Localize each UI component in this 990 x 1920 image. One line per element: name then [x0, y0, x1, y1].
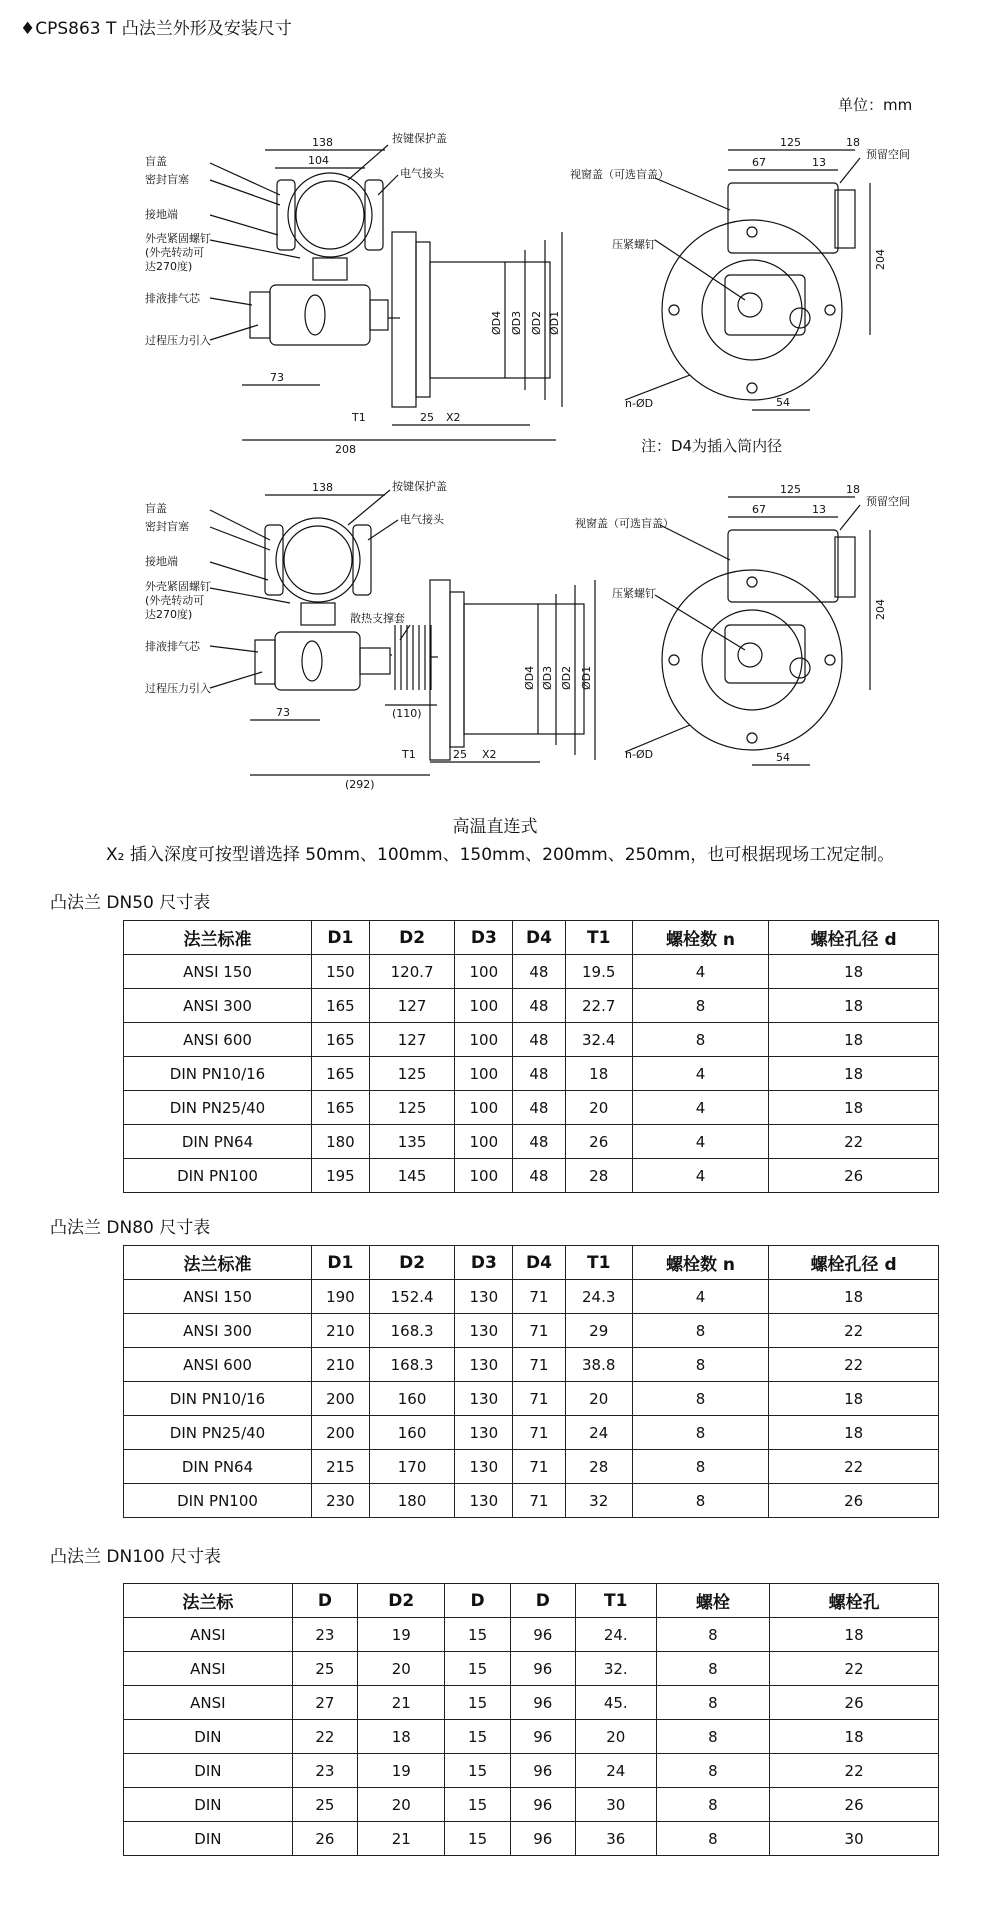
table-cell: 48: [513, 1057, 566, 1091]
bottom-label-2: 接地端: [145, 555, 178, 568]
table-cell: 100: [455, 1125, 513, 1159]
table-row: [124, 989, 939, 1023]
table-row: [124, 1788, 939, 1822]
table-row: [124, 1450, 939, 1484]
table-row: [124, 1159, 939, 1193]
table-cell: 18: [769, 989, 939, 1023]
table-cell: 27: [292, 1686, 357, 1720]
top-right-dim-2: 67: [752, 156, 766, 169]
table-cell: 120.7: [369, 955, 455, 989]
table-cell: ANSI 600: [124, 1023, 312, 1057]
table-row: [124, 1091, 939, 1125]
table-header-row: [124, 1246, 939, 1280]
bottom-front-view: [625, 497, 870, 765]
table-cell: ANSI 150: [124, 1280, 312, 1314]
table-cell: 4: [632, 1057, 768, 1091]
table-cell: 100: [455, 1023, 513, 1057]
unit-label: 单位：mm: [838, 96, 913, 114]
bottom-label-3: 外壳紧固螺钉: [145, 580, 211, 593]
top-right-dim-5: 54: [776, 396, 790, 409]
top-dim-0: 138: [312, 136, 333, 149]
top-label-4: (外壳转动可: [145, 246, 205, 259]
top-label-0: 盲盖: [145, 155, 167, 168]
table-cell: 8: [656, 1652, 770, 1686]
table-cell: 100: [455, 989, 513, 1023]
table-row: [124, 1686, 939, 1720]
table-cell: DIN PN64: [124, 1450, 312, 1484]
table-cell: 160: [369, 1382, 455, 1416]
table-cell: 125: [369, 1057, 455, 1091]
table-cell: 26: [770, 1686, 939, 1720]
table-cell: 48: [513, 989, 566, 1023]
bottom-dim-6: X2: [482, 748, 497, 761]
bottom-dim-7: ØD4: [523, 665, 536, 690]
table-cell: 18: [769, 1416, 939, 1450]
drawing-caption: 高温直连式: [452, 817, 538, 837]
installation-drawing: [0, 0, 990, 800]
table-cell: 8: [656, 1788, 770, 1822]
table-cell: 165: [312, 1057, 370, 1091]
table-cell: 71: [513, 1450, 566, 1484]
bottom-right-dim-3: 13: [812, 503, 826, 516]
dn80-table-title: 凸法兰 DN80 尺寸表: [50, 1218, 211, 1238]
bottom-right-label-0: 视窗盖（可选盲盖）: [575, 517, 674, 530]
table-cell: 24.: [575, 1618, 656, 1652]
table-cell: 18: [770, 1720, 939, 1754]
bottom-label-9: 电气接头: [400, 513, 444, 526]
table-cell: 15: [445, 1788, 510, 1822]
table-row: [124, 1618, 939, 1652]
table-row: [124, 1314, 939, 1348]
top-label-9: 电气接头: [400, 167, 444, 180]
table-cell: 96: [510, 1652, 575, 1686]
table-cell: 165: [312, 1091, 370, 1125]
table-cell: 18: [358, 1720, 445, 1754]
header-cell: D1: [312, 921, 370, 955]
header-cell: D2: [358, 1584, 445, 1618]
bottom-dim-4: T1: [402, 748, 416, 761]
table-row: [124, 1720, 939, 1754]
bottom-label-6: 排液排气芯: [145, 640, 200, 653]
table-cell: 200: [312, 1382, 370, 1416]
table-cell: 38.8: [565, 1348, 632, 1382]
table-cell: 22: [292, 1720, 357, 1754]
bottom-dim-9: ØD2: [560, 665, 573, 690]
table-cell: 230: [312, 1484, 370, 1518]
table-cell: 18: [770, 1618, 939, 1652]
table-cell: 4: [632, 955, 768, 989]
table-cell: 100: [455, 1091, 513, 1125]
table-cell: 168.3: [369, 1348, 455, 1382]
dn50-table-title: 凸法兰 DN50 尺寸表: [50, 893, 211, 913]
table-cell: DIN PN10/16: [124, 1382, 312, 1416]
dn100-table: [123, 1583, 939, 1856]
table-cell: 100: [455, 955, 513, 989]
table-cell: 26: [292, 1822, 357, 1856]
bottom-dim-1: 73: [276, 706, 290, 719]
table-cell: 160: [369, 1416, 455, 1450]
table-cell: 96: [510, 1618, 575, 1652]
table-cell: 19.5: [565, 955, 632, 989]
table-row: [124, 1382, 939, 1416]
table-cell: 20: [575, 1720, 656, 1754]
table-row: [124, 1754, 939, 1788]
top-right-dim-0: 125: [780, 136, 801, 149]
table-cell: 71: [513, 1348, 566, 1382]
table-cell: 36: [575, 1822, 656, 1856]
table-cell: 22: [769, 1125, 939, 1159]
header-cell: 螺栓: [656, 1584, 770, 1618]
table-cell: DIN PN25/40: [124, 1091, 312, 1125]
bottom-label-4: (外壳转动可: [145, 594, 205, 607]
table-cell: 26: [565, 1125, 632, 1159]
table-cell: 210: [312, 1314, 370, 1348]
top-right-label-0: 视窗盖（可选盲盖）: [570, 168, 669, 181]
table-cell: 22: [769, 1314, 939, 1348]
bottom-right-dim-2: 67: [752, 503, 766, 516]
table-cell: 145: [369, 1159, 455, 1193]
table-cell: 28: [565, 1159, 632, 1193]
table-cell: 24.3: [565, 1280, 632, 1314]
table-cell: 21: [358, 1686, 445, 1720]
table-header-row: [124, 921, 939, 955]
header-cell: D4: [513, 921, 566, 955]
table-cell: 30: [770, 1822, 939, 1856]
table-cell: 190: [312, 1280, 370, 1314]
table-cell: 71: [513, 1416, 566, 1450]
dn50-table: [123, 920, 939, 1193]
insertion-depth-note: X₂ 插入深度可按型谱选择 50mm、100mm、150mm、200mm、250mm，也可根据现场工况定制。: [106, 845, 895, 865]
top-dim-4: T1: [352, 411, 366, 424]
top-right-label-3: n-ØD: [625, 397, 654, 410]
header-cell: 螺栓孔: [770, 1584, 939, 1618]
table-cell: 130: [455, 1280, 513, 1314]
table-cell: 8: [656, 1822, 770, 1856]
table-cell: 71: [513, 1314, 566, 1348]
table-cell: DIN PN100: [124, 1159, 312, 1193]
table-row: [124, 1023, 939, 1057]
table-cell: 28: [565, 1450, 632, 1484]
table-cell: DIN PN64: [124, 1125, 312, 1159]
table-cell: 22: [770, 1652, 939, 1686]
table-cell: 71: [513, 1280, 566, 1314]
top-label-7: 过程压力引入: [145, 334, 211, 347]
top-label-1: 密封盲塞: [145, 173, 189, 186]
table-cell: 8: [632, 989, 768, 1023]
table-cell: DIN: [124, 1822, 293, 1856]
top-side-view: [210, 145, 562, 440]
bottom-right-dim-5: 54: [776, 751, 790, 764]
table-cell: 135: [369, 1125, 455, 1159]
table-cell: 215: [312, 1450, 370, 1484]
header-cell: D1: [312, 1246, 370, 1280]
dn80-table: [123, 1245, 939, 1518]
table-cell: 96: [510, 1754, 575, 1788]
bottom-label-7: 过程压力引入: [145, 682, 211, 695]
bottom-dim-0: 138: [312, 481, 333, 494]
table-cell: 130: [455, 1416, 513, 1450]
table-cell: ANSI 300: [124, 1314, 312, 1348]
top-dim-1: 104: [308, 154, 329, 167]
table-cell: 71: [513, 1382, 566, 1416]
table-cell: 15: [445, 1720, 510, 1754]
table-row: [124, 1822, 939, 1856]
table-cell: 20: [565, 1382, 632, 1416]
table-cell: 48: [513, 1159, 566, 1193]
page-title: ♦CPS863 T 凸法兰外形及安装尺寸: [20, 19, 292, 39]
bottom-label-10: 散热支撑套: [350, 612, 405, 625]
table-cell: 48: [513, 955, 566, 989]
table-cell: DIN PN25/40: [124, 1416, 312, 1450]
table-cell: 23: [292, 1618, 357, 1652]
table-row: [124, 955, 939, 989]
bottom-label-1: 密封盲塞: [145, 520, 189, 533]
table-cell: 18: [769, 1023, 939, 1057]
table-cell: 22.7: [565, 989, 632, 1023]
header-cell: D4: [513, 1246, 566, 1280]
header-cell: D2: [369, 1246, 455, 1280]
bottom-right-dim-4: 204: [874, 599, 887, 620]
table-row: [124, 1652, 939, 1686]
top-right-dim-4: 204: [874, 249, 887, 270]
table-cell: 25: [292, 1652, 357, 1686]
table-cell: 4: [632, 1091, 768, 1125]
top-dim-6: X2: [446, 411, 461, 424]
table-cell: ANSI 300: [124, 989, 312, 1023]
table-cell: 20: [358, 1652, 445, 1686]
table-row: [124, 1280, 939, 1314]
header-cell: T1: [565, 1246, 632, 1280]
table-cell: 24: [575, 1754, 656, 1788]
top-dim-10: ØD1: [548, 310, 561, 335]
table-cell: 18: [769, 955, 939, 989]
bottom-right-label-1: 压紧螺钉: [612, 587, 656, 600]
table-cell: 15: [445, 1618, 510, 1652]
table-cell: 130: [455, 1382, 513, 1416]
table-cell: 26: [769, 1159, 939, 1193]
table-cell: 180: [369, 1484, 455, 1518]
header-cell: 法兰标: [124, 1584, 293, 1618]
table-cell: 8: [632, 1382, 768, 1416]
table-cell: 8: [632, 1484, 768, 1518]
table-cell: 48: [513, 1023, 566, 1057]
table-cell: 30: [575, 1788, 656, 1822]
table-cell: 96: [510, 1720, 575, 1754]
bottom-dim-2: (110): [392, 707, 422, 720]
header-cell: 螺栓数 n: [632, 1246, 768, 1280]
bottom-right-dim-1: 18: [846, 483, 860, 496]
table-cell: 150: [312, 955, 370, 989]
table-cell: 15: [445, 1822, 510, 1856]
table-header-row: [124, 1584, 939, 1618]
table-cell: DIN PN10/16: [124, 1057, 312, 1091]
table-cell: 180: [312, 1125, 370, 1159]
table-cell: 29: [565, 1314, 632, 1348]
table-cell: 18: [769, 1382, 939, 1416]
top-right-dim-3: 13: [812, 156, 826, 169]
bottom-label-8: 按键保护盖: [392, 480, 447, 493]
header-cell: 螺栓孔径 d: [769, 921, 939, 955]
table-cell: 32.: [575, 1652, 656, 1686]
top-label-8: 按键保护盖: [392, 132, 447, 145]
bottom-label-0: 盲盖: [145, 502, 167, 515]
top-dim-9: ØD2: [530, 310, 543, 335]
table-cell: 15: [445, 1686, 510, 1720]
table-cell: 18: [769, 1280, 939, 1314]
table-row: [124, 1125, 939, 1159]
table-cell: 170: [369, 1450, 455, 1484]
top-label-3: 外壳紧固螺钉: [145, 232, 211, 245]
table-row: [124, 1416, 939, 1450]
table-cell: 19: [358, 1618, 445, 1652]
table-cell: ANSI 600: [124, 1348, 312, 1382]
bottom-right-label-3: n-ØD: [625, 748, 654, 761]
table-cell: 71: [513, 1484, 566, 1518]
header-cell: D3: [455, 1246, 513, 1280]
table-cell: 100: [455, 1057, 513, 1091]
table-cell: 8: [632, 1348, 768, 1382]
table-cell: 8: [656, 1754, 770, 1788]
header-cell: 法兰标准: [124, 1246, 312, 1280]
top-dim-7: ØD4: [490, 310, 503, 335]
table-cell: 96: [510, 1788, 575, 1822]
top-right-label-2: 预留空间: [866, 148, 910, 161]
table-cell: 26: [769, 1484, 939, 1518]
top-label-5: 达270度): [145, 260, 193, 273]
table-cell: 130: [455, 1348, 513, 1382]
table-cell: 45.: [575, 1686, 656, 1720]
table-cell: 125: [369, 1091, 455, 1125]
table-cell: 20: [358, 1788, 445, 1822]
table-cell: 25: [292, 1788, 357, 1822]
table-cell: 8: [656, 1618, 770, 1652]
table-cell: 19: [358, 1754, 445, 1788]
top-right-label-1: 压紧螺钉: [612, 238, 656, 251]
top-dim-2: 73: [270, 371, 284, 384]
table-cell: 22: [769, 1348, 939, 1382]
header-cell: 螺栓孔径 d: [769, 1246, 939, 1280]
table-cell: 48: [513, 1091, 566, 1125]
table-cell: DIN: [124, 1754, 293, 1788]
table-cell: 8: [632, 1314, 768, 1348]
table-cell: 195: [312, 1159, 370, 1193]
bottom-label-5: 达270度): [145, 608, 193, 621]
dn100-table-title: 凸法兰 DN100 尺寸表: [50, 1547, 222, 1567]
bottom-right-label-2: 预留空间: [866, 495, 910, 508]
top-label-2: 接地端: [145, 208, 178, 221]
bottom-side-view: [210, 490, 595, 775]
table-cell: 23: [292, 1754, 357, 1788]
table-cell: 165: [312, 989, 370, 1023]
table-cell: 21: [358, 1822, 445, 1856]
header-cell: D3: [455, 921, 513, 955]
table-row: [124, 1057, 939, 1091]
table-cell: 22: [769, 1450, 939, 1484]
table-cell: 24: [565, 1416, 632, 1450]
table-cell: 200: [312, 1416, 370, 1450]
top-right-dim-1: 18: [846, 136, 860, 149]
table-cell: ANSI: [124, 1686, 293, 1720]
table-cell: 15: [445, 1754, 510, 1788]
table-cell: 18: [769, 1091, 939, 1125]
bottom-dim-5: 25: [453, 748, 467, 761]
top-dim-3: 208: [335, 443, 356, 456]
top-dim-8: ØD3: [510, 310, 523, 335]
table-cell: 96: [510, 1822, 575, 1856]
table-cell: 20: [565, 1091, 632, 1125]
table-cell: 127: [369, 989, 455, 1023]
table-cell: 4: [632, 1159, 768, 1193]
header-cell: D: [445, 1584, 510, 1618]
table-cell: 22: [770, 1754, 939, 1788]
drawing-note: 注：D4为插入筒内径: [641, 437, 783, 455]
table-cell: 130: [455, 1450, 513, 1484]
table-cell: 32.4: [565, 1023, 632, 1057]
table-cell: 15: [445, 1652, 510, 1686]
table-cell: 168.3: [369, 1314, 455, 1348]
top-label-6: 排液排气芯: [145, 292, 200, 305]
header-cell: T1: [575, 1584, 656, 1618]
header-cell: D: [292, 1584, 357, 1618]
table-cell: 18: [769, 1057, 939, 1091]
table-cell: 8: [656, 1720, 770, 1754]
bottom-right-dim-0: 125: [780, 483, 801, 496]
table-cell: DIN PN100: [124, 1484, 312, 1518]
top-dim-5: 25: [420, 411, 434, 424]
table-cell: 26: [770, 1788, 939, 1822]
table-row: [124, 1348, 939, 1382]
table-cell: 8: [632, 1023, 768, 1057]
table-cell: 130: [455, 1484, 513, 1518]
table-cell: 127: [369, 1023, 455, 1057]
table-cell: DIN: [124, 1720, 293, 1754]
table-cell: ANSI 150: [124, 955, 312, 989]
table-cell: 4: [632, 1280, 768, 1314]
table-cell: 32: [565, 1484, 632, 1518]
table-cell: 130: [455, 1314, 513, 1348]
bottom-dim-3: (292): [345, 778, 375, 791]
table-cell: 18: [565, 1057, 632, 1091]
table-cell: 8: [632, 1416, 768, 1450]
header-cell: D2: [369, 921, 455, 955]
header-cell: D: [510, 1584, 575, 1618]
table-cell: 48: [513, 1125, 566, 1159]
table-cell: 152.4: [369, 1280, 455, 1314]
table-cell: 96: [510, 1686, 575, 1720]
table-cell: 4: [632, 1125, 768, 1159]
top-front-view: [625, 150, 870, 410]
table-cell: DIN: [124, 1788, 293, 1822]
bottom-dim-10: ØD1: [580, 665, 593, 690]
bottom-dim-8: ØD3: [541, 665, 554, 690]
table-cell: 8: [632, 1450, 768, 1484]
table-cell: 210: [312, 1348, 370, 1382]
table-cell: ANSI: [124, 1618, 293, 1652]
header-cell: 法兰标准: [124, 921, 312, 955]
table-cell: 165: [312, 1023, 370, 1057]
table-row: [124, 1484, 939, 1518]
table-cell: 8: [656, 1686, 770, 1720]
table-cell: ANSI: [124, 1652, 293, 1686]
header-cell: 螺栓数 n: [632, 921, 768, 955]
header-cell: T1: [565, 921, 632, 955]
table-cell: 100: [455, 1159, 513, 1193]
